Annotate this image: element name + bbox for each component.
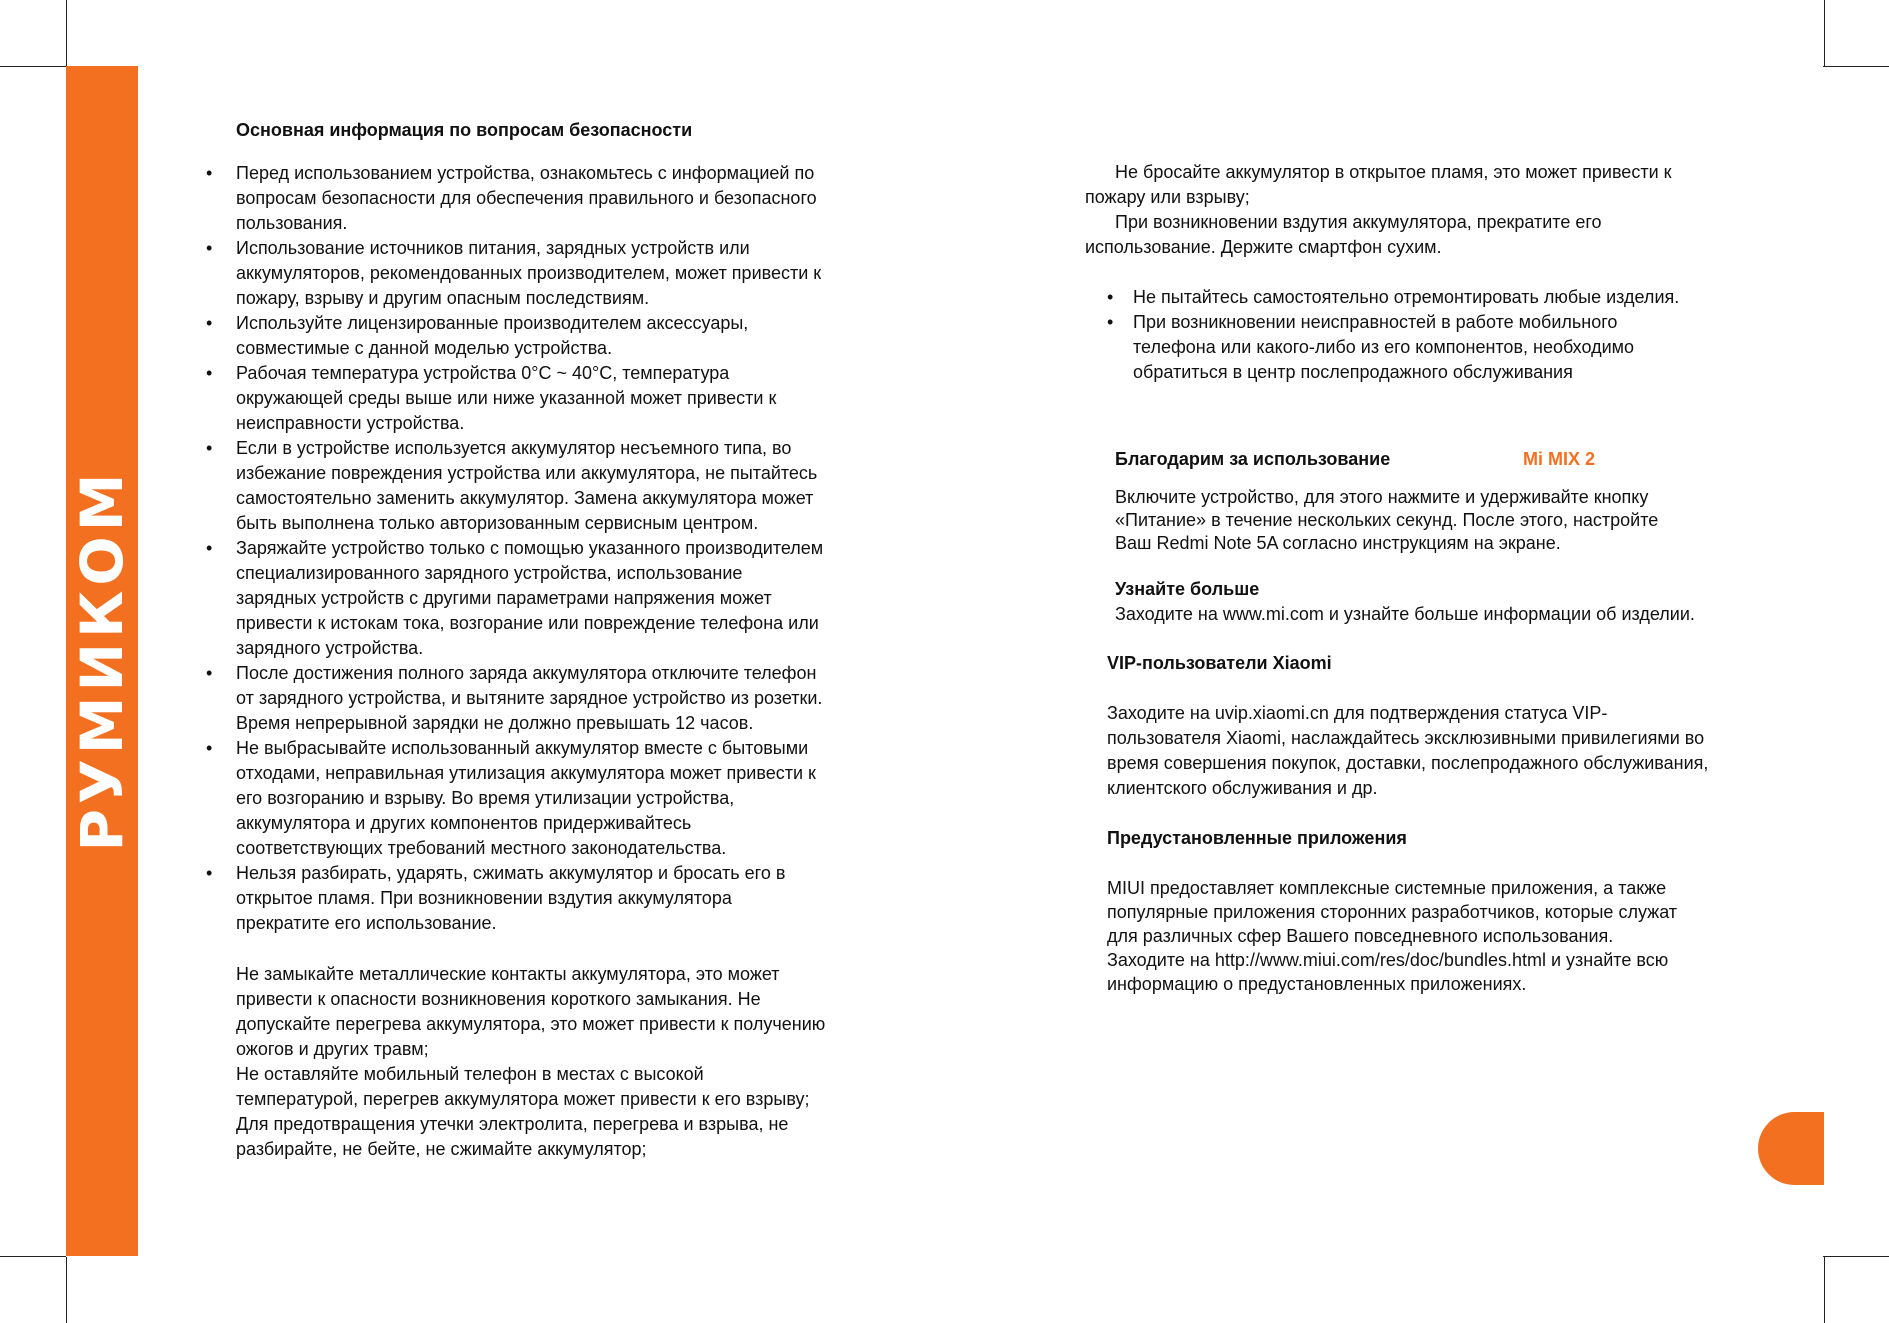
safety-line: • Рабочая температура устройства 0°C ~ 40°C, температура [236,363,730,383]
instruction-line: «Питание» в течение нескольких секунд. После этого, настройте [1115,510,1659,530]
vip-line: пользователя Xiaomi, наслаждайтесь эксклюзивными привилегиями во [1107,728,1705,748]
safety-list [200,161,920,936]
repair-line: • При возникновении неисправностей в работе мобильного [1133,312,1618,332]
model-name: Mi MIX 2 [1523,449,1596,469]
left-column [200,118,920,1162]
battery-paragraph [200,962,920,1162]
battery-line: Для предотвращения утечки электролита, перегрева и взрыва, не [236,1114,789,1134]
safety-line: прекратите его использование. [236,913,497,933]
apps-line: MIUI предоставляет комплексные системные приложения, а также [1107,878,1667,898]
safety-list-item [200,436,920,536]
repair-line: обратиться в центр послепродажного обслуживания [1133,362,1573,382]
instruction-line: Включите устройство, для этого нажмите и удерживайте кнопку [1115,487,1649,507]
battery-line: допускайте перегрева аккумулятора, это может привести к получению [236,1014,826,1034]
safety-line: • Перед использованием устройства, ознакомьтесь с информацией по [236,163,815,183]
vip-title: VIP-пользователи Xiaomi [1107,653,1332,673]
apps-line: для различных сфер Вашего повседневного использования. [1107,926,1614,946]
safety-line: • Заряжайте устройство только с помощью указанного производителем [236,538,824,558]
safety-line: окружающей среды выше или ниже указанной может привести к [236,388,777,408]
crop-mark [1823,1256,1889,1257]
safety-line: самостоятельно заменить аккумулятор. Замена аккумулятора может [236,488,814,508]
safety-line: совместимые с данной моделью устройства. [236,338,613,358]
safety-list-item [200,236,920,311]
learn-more-text: Заходите на www.mi.com и узнайте больше информации об изделии. [1115,604,1695,624]
crop-mark [1824,1257,1825,1323]
safety-line: отходами, неправильная утилизация аккумулятора может привести к [236,763,816,783]
vip-line: время совершения покупок, доставки, послепродажного обслуживания, [1107,753,1709,773]
repair-list-item [1085,285,1795,310]
apps-line: информацию о предустановленных приложениях. [1107,974,1527,994]
battery-line: Не оставляйте мобильный телефон в местах с высокой [236,1064,704,1084]
safety-line: • Нельзя разбирать, ударять, сжимать аккумулятор и бросать его в [236,863,786,883]
repair-line: • Не пытайтесь самостоятельно отремонтировать любые изделия. [1133,287,1680,307]
thanks-title: Благодарим за использование [1115,449,1391,469]
safety-line: аккумулятора и других компонентов придерживайтесь [236,813,692,833]
battery-line: температурой, перегрев аккумулятора может привести к его взрыву; [236,1089,810,1109]
thanks-header [1085,447,1795,472]
instruction-line: Ваш Redmi Note 5A согласно инструкциям на экране. [1115,533,1561,553]
safety-line: зарядного устройства. [236,638,424,658]
apps-title: Предустановленные приложения [1107,828,1407,848]
brand-logo-text: РУМИКОМ [68,468,136,852]
safety-list-item [200,361,920,436]
crop-mark [66,1257,67,1323]
safety-line: его возгоранию и взрыву. Во время утилизации устройства, [236,788,735,808]
apps-line: Заходите на http://www.miui.com/res/doc/bundles.html и узнайте всю [1107,950,1669,970]
safety-line: неисправности устройства. [236,413,465,433]
safety-line: вопросам безопасности для обеспечения правильного и безопасного [236,188,817,208]
safety-line: специализированного зарядного устройства, использование [236,563,743,583]
safety-line: соответствующих требований местного законодательства. [236,838,727,858]
safety-line: быть выполнена только авторизованным сервисным центром. [236,513,759,533]
warning-paragraph [1085,160,1795,210]
battery-line: ожогов и других травм; [236,1039,429,1059]
crop-mark [66,0,67,66]
vip-line: клиентского обслуживания и др. [1107,778,1378,798]
repair-list-item [1085,310,1795,385]
safety-line: от зарядного устройства, и вытяните зарядное устройство из розетки. [236,688,823,708]
safety-line: зарядных устройств с другими параметрами напряжения может [236,588,772,608]
fire-warning [1085,160,1795,260]
safety-list-item [200,861,920,936]
page-tab [1758,1112,1824,1185]
safety-line: Время непрерывной зарядки не должно превышать 12 часов. [236,713,754,733]
safety-list-item [200,536,920,661]
warning-paragraph [1085,210,1795,260]
safety-line: пожару, взрыву и другим опасным последствиям. [236,288,650,308]
safety-list-item [200,311,920,361]
learn-more-title: Узнайте больше [1115,579,1260,599]
safety-line: открытое пламя. При возникновении вздутия аккумулятора [236,888,732,908]
battery-line: привести к опасности возникновения короткого замыкания. Не [236,989,761,1009]
battery-line: Не замыкайте металлические контакты аккумулятора, это может [236,964,780,984]
safety-line: • Если в устройстве используется аккумулятор несъемного типа, во [236,438,792,458]
power-on-instructions [1085,486,1795,555]
safety-line: • Используйте лицензированные производителем аксессуары, [236,313,749,333]
apps-text [1085,876,1795,996]
safety-line: • После достижения полного заряда аккумулятора отключите телефон [236,663,817,683]
safety-list-item [200,736,920,861]
safety-line: • Не выбрасывайте использованный аккумулятор вместе с бытовыми [236,738,809,758]
safety-line: аккумуляторов, рекомендованных производителем, может привести к [236,263,822,283]
warning-line: пожару или взрыву; [1085,187,1250,207]
vip-text [1085,701,1795,801]
crop-mark [1823,66,1889,67]
right-column [1085,160,1795,996]
safety-list-item [200,661,920,736]
warning-line: Не бросайте аккумулятор в открытое пламя, это может привести к [1115,162,1672,182]
warning-line: При возникновении вздутия аккумулятора, прекратите его [1115,212,1602,232]
repair-list [1085,285,1795,385]
safety-title: Основная информация по вопросам безопасности [236,120,693,140]
safety-line: привести к истокам тока, возгорание или повреждение телефона или [236,613,819,633]
safety-line: • Использование источников питания, зарядных устройств или [236,238,750,258]
apps-line: популярные приложения сторонних разработчиков, которые служат [1107,902,1678,922]
crop-mark [1824,0,1825,66]
warning-line: использование. Держите смартфон сухим. [1085,237,1442,257]
crop-mark [0,1256,66,1257]
crop-mark [0,66,66,67]
safety-line: избежание повреждения устройства или аккумулятора, не пытайтесь [236,463,818,483]
safety-line: пользования. [236,213,348,233]
battery-line: разбирайте, не бейте, не сжимайте аккумулятор; [236,1139,647,1159]
safety-list-item [200,161,920,236]
repair-line: телефона или какого-либо из его компонентов, необходимо [1133,337,1635,357]
vip-line: Заходите на uvip.xiaomi.cn для подтверждения статуса VIP- [1107,703,1608,723]
